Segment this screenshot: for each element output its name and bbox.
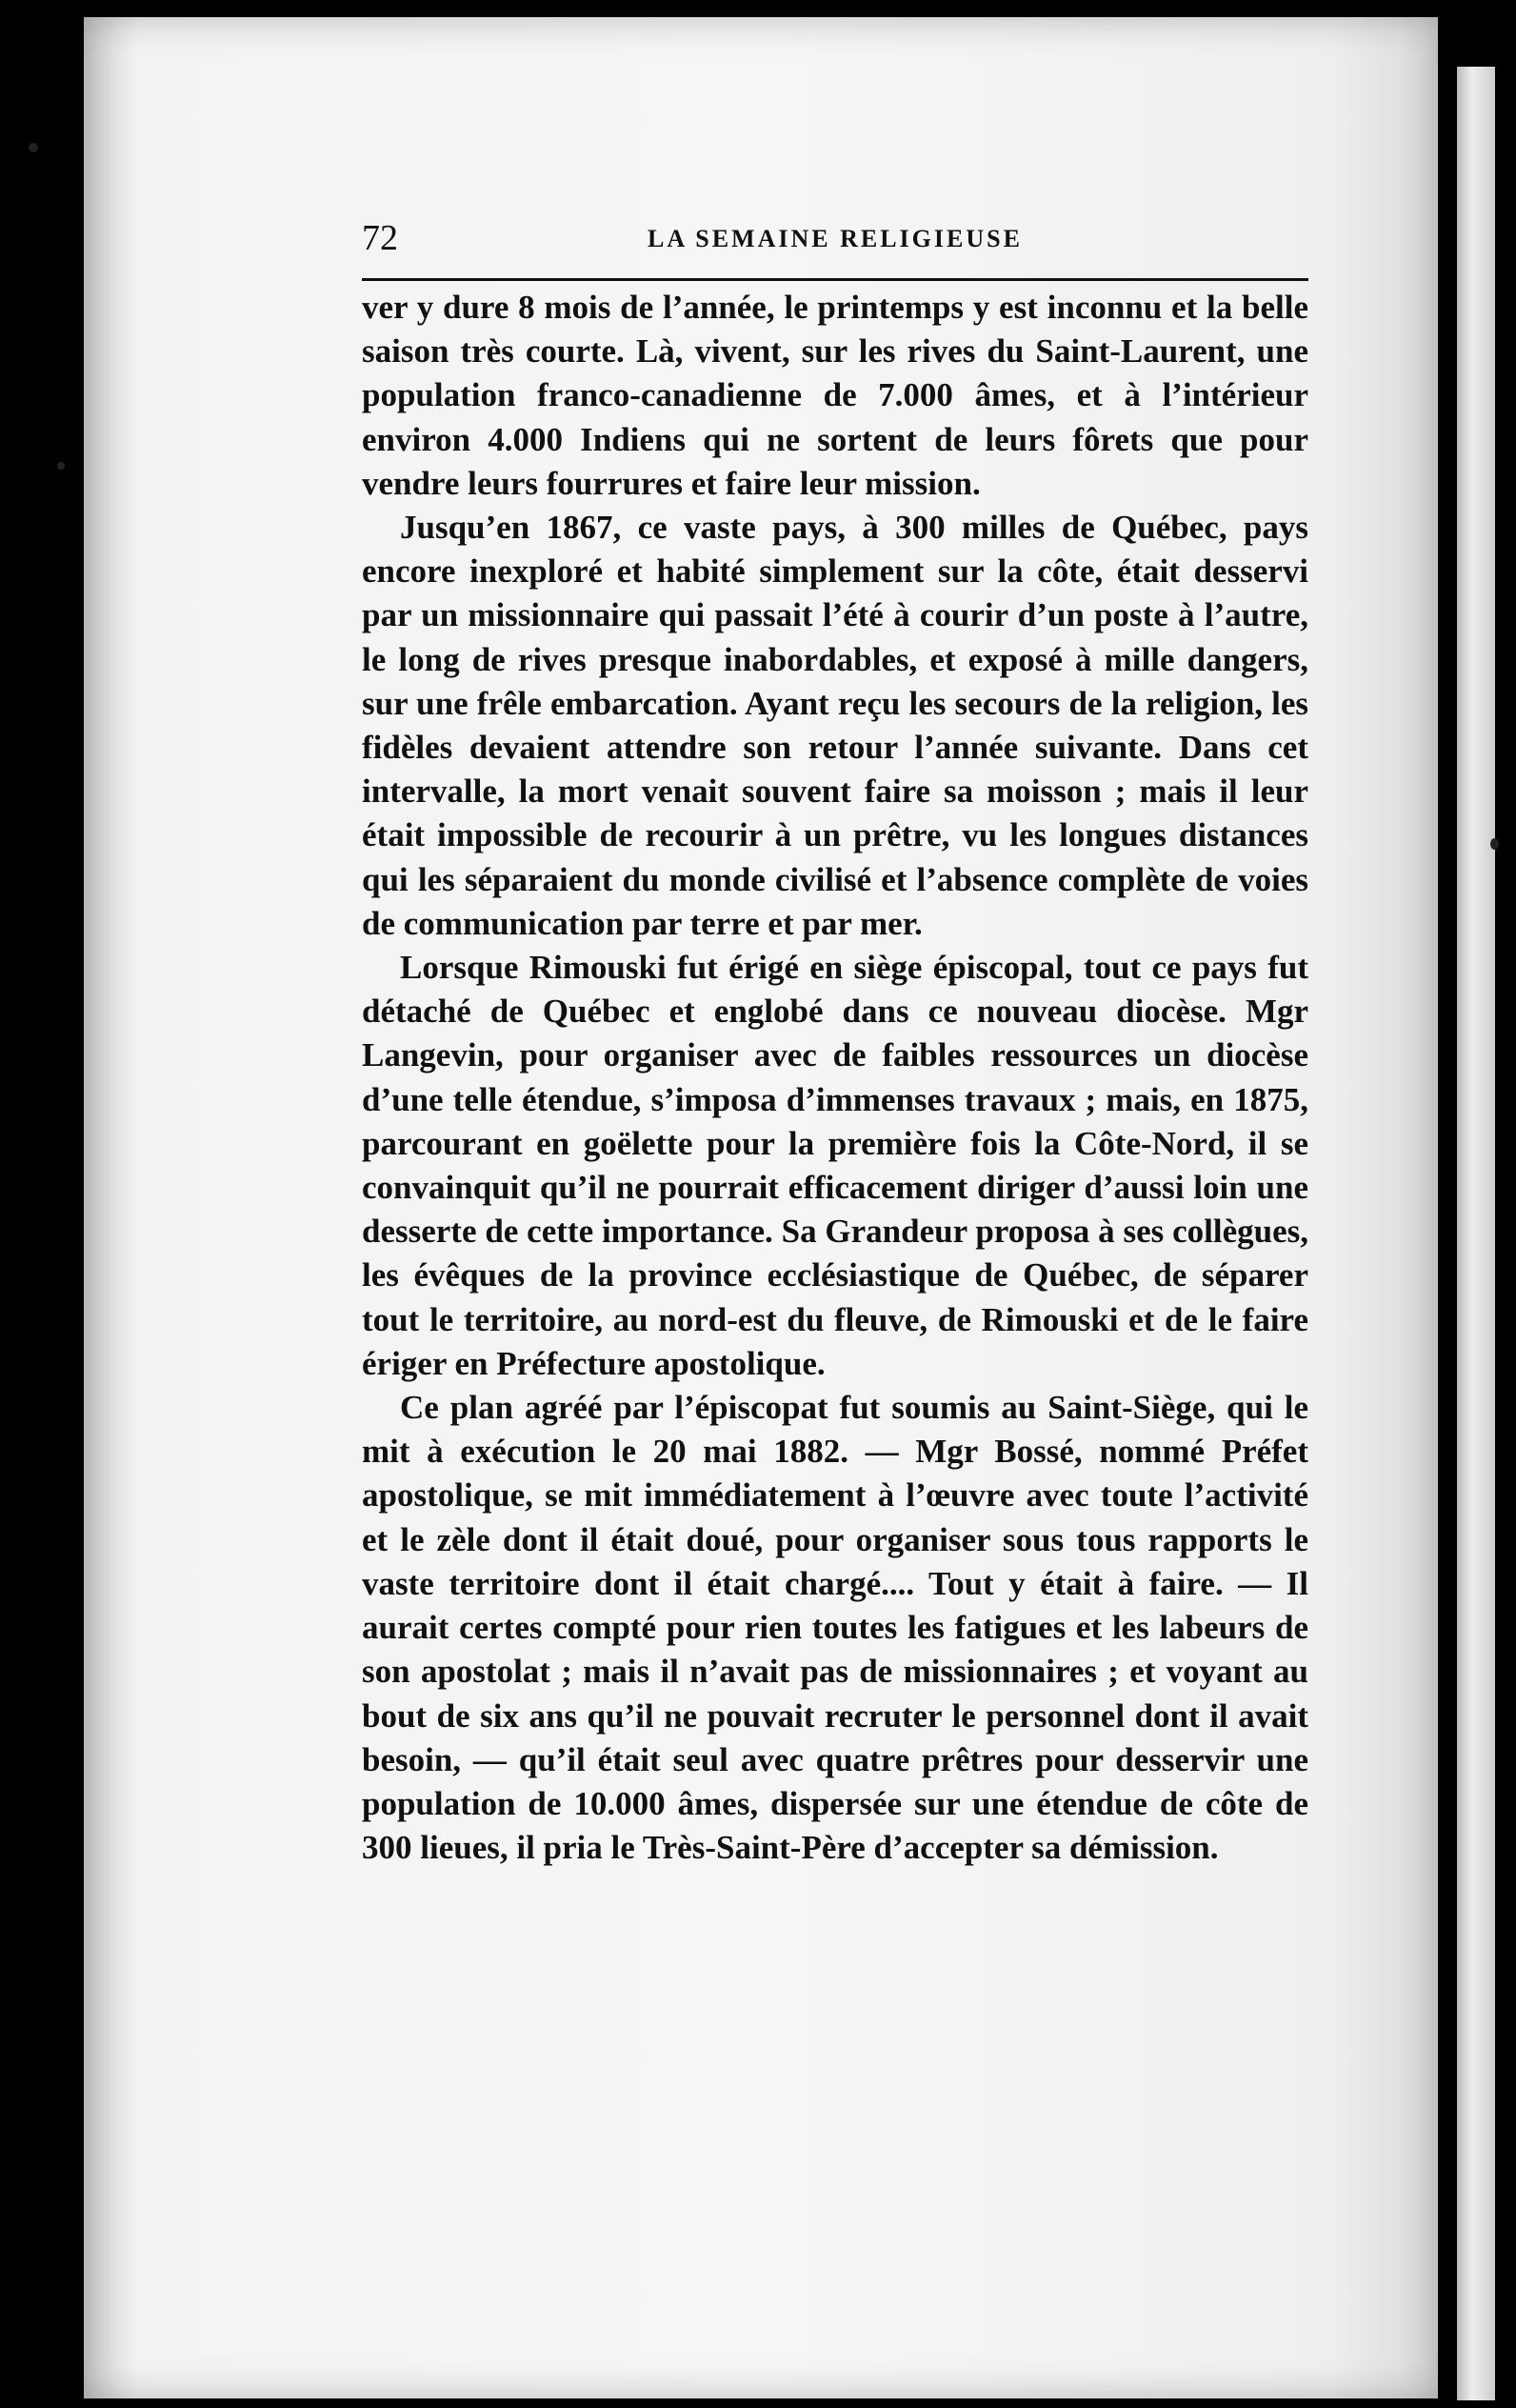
next-page-edge — [1457, 67, 1495, 2400]
running-title: LA SEMAINE RELIGIEUSE — [648, 225, 1023, 252]
page-number: 72 — [362, 218, 398, 258]
dust-speck — [1490, 838, 1499, 850]
body-text — [362, 286, 1308, 1870]
dust-speck — [29, 143, 38, 152]
paragraph: Lorsque Rimouski fut érigé en siège épiscopal, tout ce pays fut détaché de Québec et englobé dans ce nouveau diocèse. Mgr Langevin, pour organiser avec de faibles ressources un diocèse d’une telle étendue, s’imposa d’immenses travaux ; mais, en 1875, parcourant en goëlette pour la première fois la Côte-Nord, il se convainquit qu’il ne pourrait efficacement diriger d’aussi loin une desserte de cette importance. Sa Grandeur proposa à ses collègues, les évêques de la province ecclésiastique de Québec, de séparer tout le territoire, au nord-est du fleuve, de Rimouski et de le faire ériger en Préfecture apostolique. — [362, 949, 1308, 1382]
paragraph: Ce plan agréé par l’épiscopat fut soumis au Saint-Siège, qui le mit à exécution le 20 mai 1882. — Mgr Bossé, nommé Préfet apostolique, se mit immédiatement à l’œuvre avec toute l’activité et le zèle dont il était doué, pour organiser sous tous rapports le vaste territoire dont il était chargé.... Tout y était à faire. — Il aurait certes compté pour rien toutes les fatigues et les labeurs de son apostolat ; mais il n’avait pas de missionnaires ; et voyant au bout de six ans qu’il ne pouvait recruter le personnel dont il avait besoin, — qu’il était seul avec quatre prêtres pour desservir une population de 10.000 âmes, dispersée sur une étendue de côte de 300 lieues, il pria le Très-Saint-Père d’accepter sa démission. — [362, 1389, 1308, 1867]
header-rule — [362, 278, 1308, 281]
page-header — [362, 217, 1308, 284]
dust-speck — [57, 462, 65, 470]
paragraph: Jusqu’en 1867, ce vaste pays, à 300 milles de Québec, pays encore inexploré et habité simplement sur la côte, était desservi par un missionnaire qui passait l’été à courir d’un poste à l’autre, le long de rives presque inabordables, et exposé à mille dangers, sur une frêle embarcation. Ayant reçu les secours de la religion, les fidèles devaient attendre son retour l’année suivante. Dans cet intervalle, la mort venait souvent faire sa moisson ; mais il leur était impossible de recourir à un prêtre, vu les longues distances qui les séparaient du monde civilisé et l’absence complète de voies de communication par terre et par mer. — [362, 509, 1308, 942]
paragraph: ver y dure 8 mois de l’année, le printemps y est inconnu et la belle saison très courte. Là, vivent, sur les rives du Saint-Laurent, une population franco-canadienne de 7.000 âmes, et à l’intérieur environ 4.000 Indiens qui ne sortent de leurs fôrets que pour vendre leurs fourrures et faire leur mission. — [362, 289, 1308, 502]
